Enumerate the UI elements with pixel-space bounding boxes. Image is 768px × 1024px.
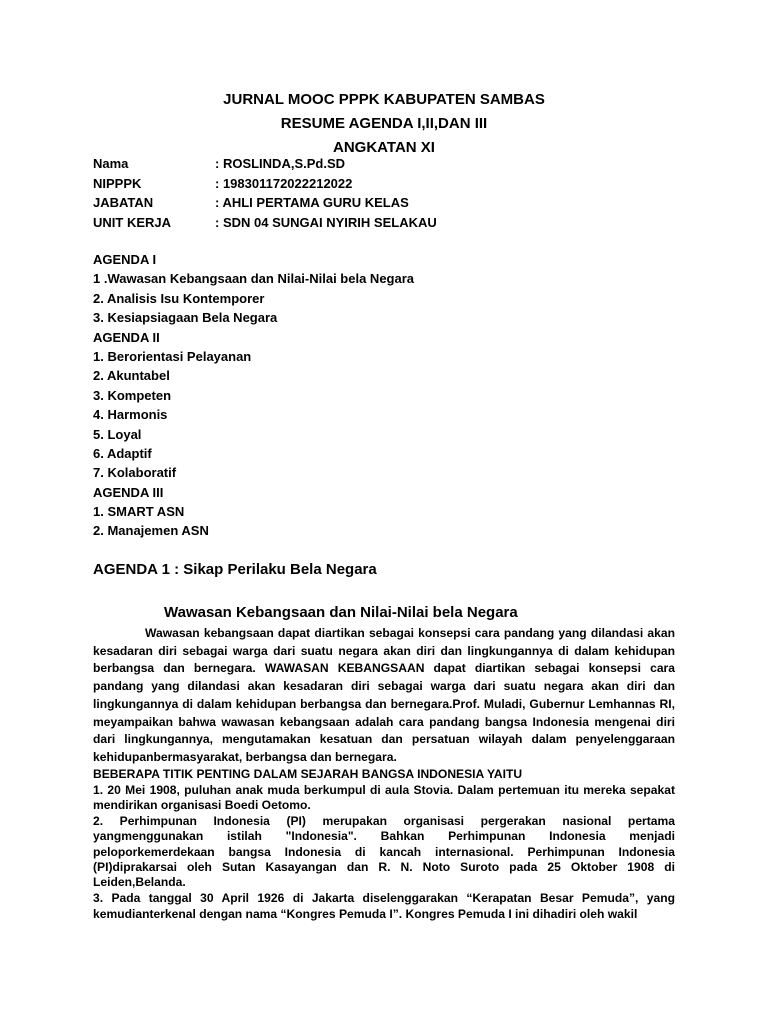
agenda-item: 1 .Wawasan Kebangsaan dan Nilai-Nilai bela Negara [93,271,415,287]
identity-value: : AHLI PERTAMA GURU KELAS [215,195,409,210]
agenda-list [93,250,414,541]
list-item: 1. 20 Mei 1908, puluhan anak muda berkumpul di aula Stovia. Dalam pertemuan itu mereka sepakat mendirikan organisasi Boedi Oetomo. [93,782,675,812]
list-item: 2. Perhimpunan Indonesia (PI) merupakan organisasi pergerakan nasional pertama yangmenggunakan istilah "Indonesia". Bahkan Perhimpunan Indonesia menjadi peloporkemerdekaan bangsa Indonesia di kancah internasional. Perhimpunan Indonesia (PI)diprakarsai oleh Sutan Kasayangan dan R. N. Noto Suroto pada 25 Oktober 1908 di Leiden,Belanda. [93,814,675,889]
agenda-item: 1. Berorientasi Pelayanan [93,348,252,364]
agenda1-heading: AGENDA 1 : Sikap Perilaku Bela Negara [93,561,377,578]
identity-table [93,154,437,232]
agenda-heading: AGENDA III [93,484,164,500]
agenda-item: 7. Kolaboratif [93,465,177,481]
body-section [93,625,675,767]
document-title-block [0,88,768,160]
agenda-heading: AGENDA II [93,329,160,345]
title-line-1: JURNAL MOOC PPPK KABUPATEN SAMBAS [223,91,545,108]
agenda-item: 1. SMART ASN [93,504,185,520]
identity-row [93,193,437,213]
points-heading: BEBERAPA TITIK PENTING DALAM SEJARAH BANGSA INDONESIA YAITU [93,767,523,781]
identity-row [93,174,437,194]
identity-label: UNIT KERJA [93,214,172,230]
wawasan-heading: Wawasan Kebangsaan dan Nilai-Nilai bela Negara [164,604,518,621]
history-points [93,766,675,923]
agenda-item: 3. Kesiapsiagaan Bela Negara [93,310,278,326]
identity-value: : SDN 04 SUNGAI NYIRIH SELAKAU [215,214,437,230]
title-line-3: ANGKATAN XI [333,139,435,156]
identity-label: Nama [93,156,129,171]
agenda-item: 2. Analisis Isu Kontemporer [93,290,265,306]
agenda-item: 3. Kompeten [93,387,172,403]
agenda-item: 2. Manajemen ASN [93,523,209,539]
agenda-item: 2. Akuntabel [93,368,170,384]
agenda-item: 5. Loyal [93,426,142,442]
list-item: 3. Pada tanggal 30 April 1926 di Jakarta diselenggarakan “Kerapatan Besar Pemuda”, yang kemudianterkenal dengan nama “Kongres Pemuda I”. Kongres Pemuda I ini dihadiri oleh wakil [93,891,675,921]
agenda-item: 6. Adaptif [93,445,152,461]
identity-value: : ROSLINDA,S.Pd.SD [215,156,346,171]
title-line-2: RESUME AGENDA I,II,DAN III [280,115,488,132]
agenda-heading: AGENDA I [93,252,157,267]
identity-row [93,213,437,233]
identity-value: : 198301172022212022 [215,175,353,191]
identity-row [93,154,437,174]
agenda-item: 4. Harmonis [93,407,168,423]
identity-label: NIPPPK [93,175,142,191]
body-paragraph: Wawasan kebangsaan dapat diartikan sebagai konsepsi cara pandang yang dilandasi akan kesadaran diri sebagai warga dari suatu negara akan diri dan lingkungannya di dalam kehidupan berbangsa dan bernegara. WAWASAN KEBANGSAAN dapat diartikan sebagai konsepsi cara pandang yang dilandasi akan kesadaran diri sebagai warga dari suatu negara akan diri dan lingkungannya di dalam kehidupan berbangsa dan bernegara.Prof. Muladi, Gubernur Lemhannas RI, meyampaikan bahwa wawasan kebangsaan adalah cara pandang bangsa Indonesia mengenai diri dari lingkungannya, mengutamakan kesatuan dan persatuan wilayah dalam penyelenggaraan kehidupanbermasyarakat, berbangsa dan bernegara. [93,626,675,764]
identity-label: JABATAN [93,195,154,210]
